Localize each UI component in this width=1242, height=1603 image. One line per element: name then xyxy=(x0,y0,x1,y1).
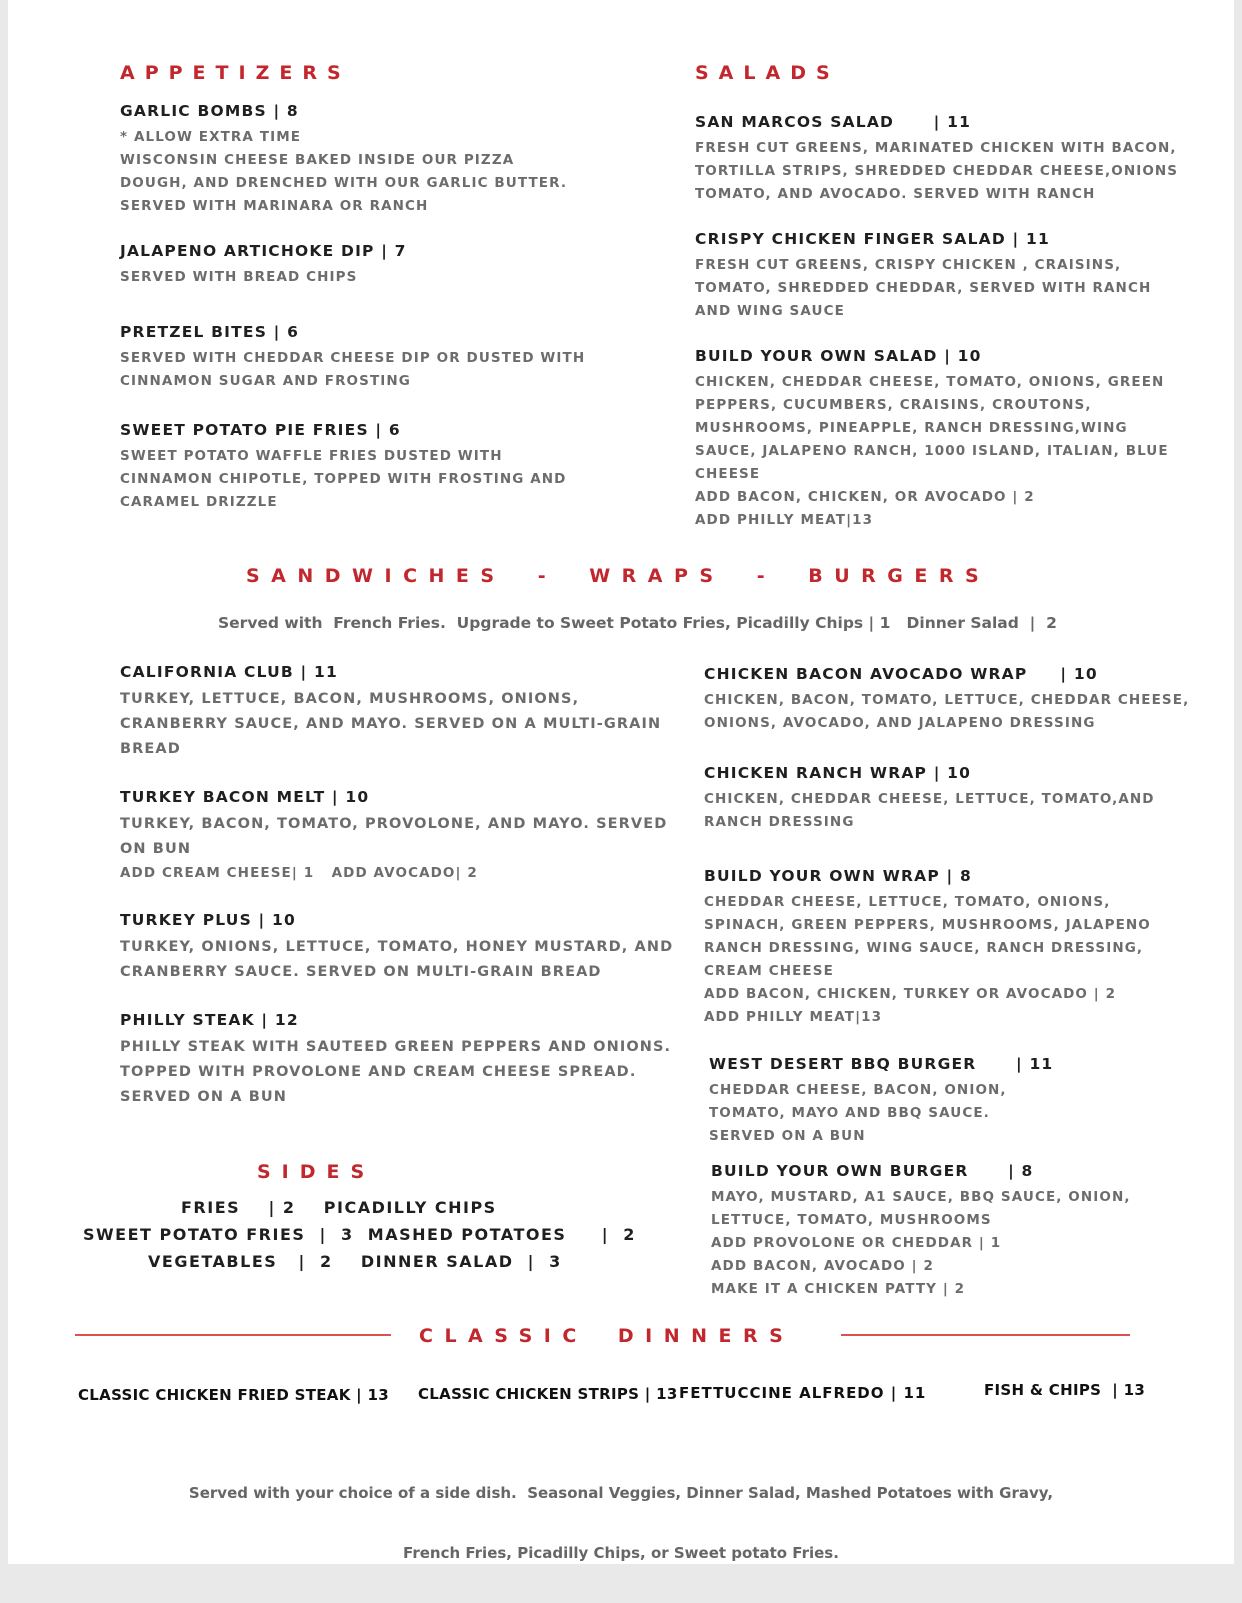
item-desc: PHILLY STEAK WITH SAUTEED GREEN PEPPERS AND ONIONS. TOPPED WITH PROVOLONE AND CREAM CHEESE SPREAD. SERVED ON A BUN xyxy=(120,1039,672,1105)
item-desc: CHICKEN, CHEDDAR CHEESE, LETTUCE, TOMATO,AND RANCH DRESSING xyxy=(704,791,1155,830)
item-name: CRISPY CHICKEN FINGER SALAD | 11 xyxy=(695,230,1050,248)
item-desc: CHICKEN, CHEDDAR CHEESE, TOMATO, ONIONS, GREEN PEPPERS, CUCUMBERS, CRAISINS, CROUTONS, MUSHROOMS, PINEAPPLE, RANCH DRESSING,WING SAUCE, JALAPENO RANCH, 1000 ISLAND, ITALIAN, BLUE CHEESE ADD BACON, CHICKEN, OR AVOCADO | 2 ADD PHILLY MEAT|13 xyxy=(695,374,1169,528)
divider-right xyxy=(841,1334,1130,1336)
item-name: TURKEY BACON MELT | 10 xyxy=(120,788,370,806)
menu-item xyxy=(695,230,1151,323)
menu-item xyxy=(120,1011,671,1110)
item-name: PHILLY STEAK | 12 xyxy=(120,1011,299,1029)
menu-item xyxy=(709,1055,1053,1148)
divider-left xyxy=(75,1334,391,1336)
sides-line: FRIES | 2 PICADILLY CHIPS xyxy=(181,1198,497,1217)
item-desc: TURKEY, BACON, TOMATO, PROVOLONE, AND MAYO. SERVED ON BUN xyxy=(120,816,668,857)
item-desc: TURKEY, ONIONS, LETTUCE, TOMATO, HONEY MUSTARD, AND CRANBERRY SAUCE. SERVED ON MULTI-GRAIN BREAD xyxy=(120,939,674,980)
sandwiches-note: Served with French Fries. Upgrade to Sweet Potato Fries, Picadilly Chips | 1 Dinner Salad | 2 xyxy=(218,614,1057,632)
classic-dinners-heading: CLASSIC DINNERS xyxy=(419,1325,795,1347)
menu-item xyxy=(120,421,566,514)
item-name: BUILD YOUR OWN BURGER | 8 xyxy=(711,1162,1034,1180)
menu-item xyxy=(711,1162,1131,1301)
item-desc: SERVED WITH BREAD CHIPS xyxy=(120,269,358,285)
menu-item xyxy=(120,911,673,985)
item-name: CALIFORNIA CLUB | 11 xyxy=(120,663,338,681)
item-name: BUILD YOUR OWN SALAD | 10 xyxy=(695,347,982,365)
item-desc: * ALLOW EXTRA TIME WISCONSIN CHEESE BAKED INSIDE OUR PIZZA DOUGH, AND DRENCHED WITH OUR GARLIC BUTTER. SERVED WITH MARINARA OR RANCH xyxy=(120,129,568,214)
menu-item xyxy=(120,788,667,885)
menu-item xyxy=(695,347,1169,532)
appetizers-heading: APPETIZERS xyxy=(120,62,351,84)
salads-heading: SALADS xyxy=(695,62,840,84)
menu-item xyxy=(704,867,1151,1029)
item-name: PRETZEL BITES | 6 xyxy=(120,323,300,341)
sides-line: VEGETABLES | 2 DINNER SALAD | 3 xyxy=(148,1252,562,1271)
item-name: SWEET POTATO PIE FRIES | 6 xyxy=(120,421,401,439)
item-desc: CHEDDAR CHEESE, BACON, ONION, TOMATO, MAYO AND BBQ SAUCE. SERVED ON A BUN xyxy=(709,1082,1007,1144)
dinner-item: FISH & CHIPS | 13 xyxy=(984,1381,1146,1399)
item-name: SAN MARCOS SALAD | 11 xyxy=(695,113,972,131)
item-desc: CHICKEN, BACON, TOMATO, LETTUCE, CHEDDAR CHEESE, ONIONS, AVOCADO, AND JALAPENO DRESSING xyxy=(704,692,1190,731)
menu-item xyxy=(120,102,567,218)
menu-item xyxy=(695,113,1178,206)
sandwiches-heading: SANDWICHES - WRAPS - BURGERS xyxy=(246,565,991,587)
menu-item xyxy=(704,665,1189,735)
item-name: GARLIC BOMBS | 8 xyxy=(120,102,299,120)
item-desc: MAYO, MUSTARD, A1 SAUCE, BBQ SAUCE, ONION, LETTUCE, TOMATO, MUSHROOMS ADD PROVOLONE OR CHEDDAR | 1 ADD BACON, AVOCADO | 2 MAKE IT A CHICKEN PATTY | 2 xyxy=(711,1189,1131,1297)
sides-heading: SIDES xyxy=(257,1161,376,1183)
dinner-item: FETTUCCINE ALFREDO | 11 xyxy=(679,1384,927,1402)
item-name: CHICKEN RANCH WRAP | 10 xyxy=(704,764,972,782)
item-desc: FRESH CUT GREENS, CRISPY CHICKEN , CRAISINS, TOMATO, SHREDDED CHEDDAR, SERVED WITH RANCH AND WING SAUCE xyxy=(695,257,1152,319)
menu-item xyxy=(704,764,1155,834)
menu-page xyxy=(8,0,1234,1564)
classic-dinners-note: Served with your choice of a side dish. Seasonal Veggies, Dinner Salad, Mashed Potatoes with Gravy, French Fries, Picadilly Chips, or Sweet potato Fries. xyxy=(188,1484,1054,1562)
item-desc: SWEET POTATO WAFFLE FRIES DUSTED WITH CINNAMON CHIPOTLE, TOPPED WITH FROSTING AND CARAMEL DRIZZLE xyxy=(120,448,567,510)
item-name: JALAPENO ARTICHOKE DIP | 7 xyxy=(120,242,407,260)
menu-item xyxy=(120,323,585,393)
item-name: CHICKEN BACON AVOCADO WRAP | 10 xyxy=(704,665,1098,683)
item-desc: FRESH CUT GREENS, MARINATED CHICKEN WITH BACON, TORTILLA STRIPS, SHREDDED CHEDDAR CHEESE,ONIONS TOMATO, AND AVOCADO. SERVED WITH RANCH xyxy=(695,140,1179,202)
item-addons: ADD CREAM CHEESE| 1 ADD AVOCADO| 2 xyxy=(120,865,478,881)
item-name: BUILD YOUR OWN WRAP | 8 xyxy=(704,867,972,885)
item-desc: TURKEY, LETTUCE, BACON, MUSHROOMS, ONIONS, CRANBERRY SAUCE, AND MAYO. SERVED ON A MULTI-GRAIN BREAD xyxy=(120,691,662,757)
dinner-item: CLASSIC CHICKEN FRIED STEAK | 13 xyxy=(78,1386,389,1404)
item-name: TURKEY PLUS | 10 xyxy=(120,911,296,929)
menu-item xyxy=(120,242,407,289)
sides-line: SWEET POTATO FRIES | 3 MASHED POTATOES | 2 xyxy=(83,1225,636,1244)
dinner-item: CLASSIC CHICKEN STRIPS | 13 xyxy=(418,1385,678,1403)
item-name: WEST DESERT BBQ BURGER | 11 xyxy=(709,1055,1054,1073)
menu-item xyxy=(120,663,661,762)
item-desc: SERVED WITH CHEDDAR CHEESE DIP OR DUSTED WITH CINNAMON SUGAR AND FROSTING xyxy=(120,350,586,389)
item-desc: CHEDDAR CHEESE, LETTUCE, TOMATO, ONIONS, SPINACH, GREEN PEPPERS, MUSHROOMS, JALAPENO RANCH DRESSING, WING SAUCE, RANCH DRESSING, CREAM CHEESE ADD BACON, CHICKEN, TURKEY OR AVOCADO | 2 ADD PHILLY MEAT|13 xyxy=(704,894,1151,1025)
